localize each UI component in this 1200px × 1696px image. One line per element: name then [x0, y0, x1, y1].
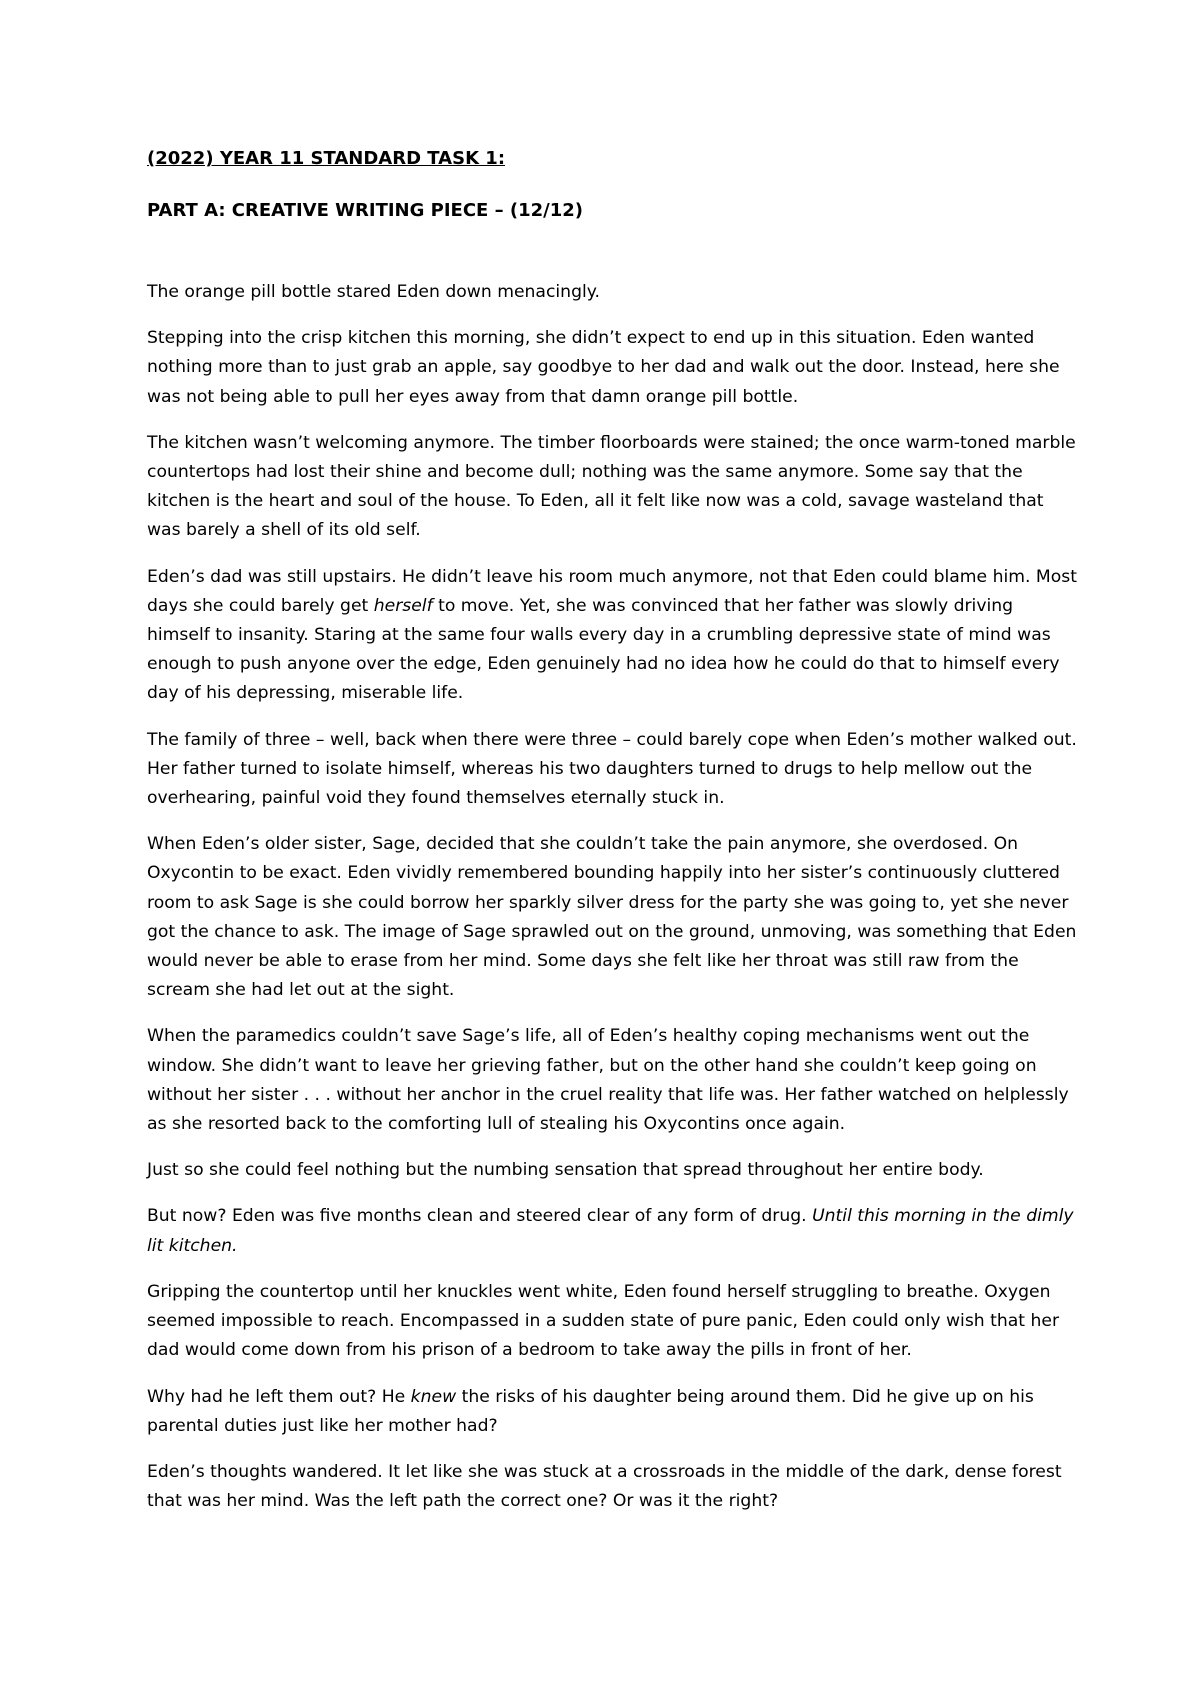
paragraph: Eden’s thoughts wandered. It let like she was stuck at a crossroads in the middle of the dark, dense forest that was her mind. Was the left path the correct one? Or was it the right? [147, 1461, 1062, 1512]
paragraph-text: to move. Yet, she was convinced that her father was slowly driving himself to insanity. Staring at the same four walls every day in a crumbling depressive state of mind was enough to push anyone over the edge, Eden genuinely had no idea how he could do that to himself every day of his depressing, miserable life. [147, 595, 1060, 704]
paragraph [147, 563, 1077, 709]
paragraph: The kitchen wasn’t welcoming anymore. The timber floorboards were stained; the once warm-toned marble countertops had lost their shine and become dull; nothing was the same anymore. Some say that the kitchen is the heart and soul of the house. To Eden, all it felt like now was a cold, savage wasteland that was barely a shell of its old self. [147, 432, 1076, 541]
paragraph-text: Why had he left them out? He [147, 1386, 411, 1407]
paragraph-text: Eden’s dad was still upstairs. He didn’t leave his room much anymore, not that Eden could blame him. Most days she could barely get [147, 566, 1077, 616]
document-subtitle: PART A: CREATIVE WRITING PIECE – (12/12) [147, 200, 584, 221]
paragraph: The family of three – well, back when there were three – could barely cope when Eden’s mother walked out. Her father turned to isolate himself, whereas his two daughters turned to drugs to help mellow out the overhearing, painful void they found themselves eternally stuck in. [147, 729, 1077, 809]
paragraph: Just so she could feel nothing but the numbing sensation that spread throughout her entire body. [147, 1160, 984, 1181]
paragraph: When Eden’s older sister, Sage, decided that she couldn’t take the pain anymore, she overdosed. On Oxycontin to be exact. Eden vividly remembered bounding happily into her sister’s continuously cluttered room to ask Sage is she could borrow her sparkly silver dress for the party she was going to, yet she never got the chance to ask. The image of Sage sprawled out on the ground, unmoving, was something that Eden would never be able to erase from her mind. Some days she felt like her throat was still raw from the scream she had let out at the sight. [147, 834, 1077, 1001]
paragraph-text: the risks of his daughter being around them. Did he give up on his parental duties just like her mother had? [147, 1386, 1034, 1436]
paragraph [147, 1383, 1077, 1441]
paragraph: Gripping the countertop until her knuckles went white, Eden found herself struggling to breathe. Oxygen seemed impossible to reach. Encompassed in a sudden state of pure panic, Eden could only wish that her dad would come down from his prison of a bedroom to take away the pills in front of her. [147, 1281, 1060, 1361]
document-title: (2022) YEAR 11 STANDARD TASK 1: [147, 148, 506, 169]
paragraph: When the paramedics couldn’t save Sage’s life, all of Eden’s healthy coping mechanisms went out the window. She didn’t want to leave her grieving father, but on the other hand she couldn’t keep going on without her sister . . . without her anchor in the cruel reality that life was. Her father watched on helplessly as she resorted back to the comforting lull of stealing his Oxycontins once again. [147, 1026, 1069, 1135]
document-body [147, 146, 1077, 1533]
paragraph: Stepping into the crisp kitchen this morning, she didn’t expect to end up in this situation. Eden wanted nothing more than to just grab an apple, say goodbye to her dad and walk out the door. Instead, here she was not being able to pull her eyes away from that damn orange pill bottle. [147, 328, 1060, 407]
paragraph-italic: Until this morning in the dimly lit kitchen. [147, 1206, 1074, 1256]
paragraph-italic: knew [410, 1386, 457, 1407]
paragraph: The orange pill bottle stared Eden down menacingly. [147, 282, 600, 302]
paragraph-italic: herself [373, 595, 433, 616]
paragraph-text: But now? Eden was five months clean and steered clear of any form of drug. [147, 1206, 813, 1227]
paragraph [147, 1202, 1077, 1260]
